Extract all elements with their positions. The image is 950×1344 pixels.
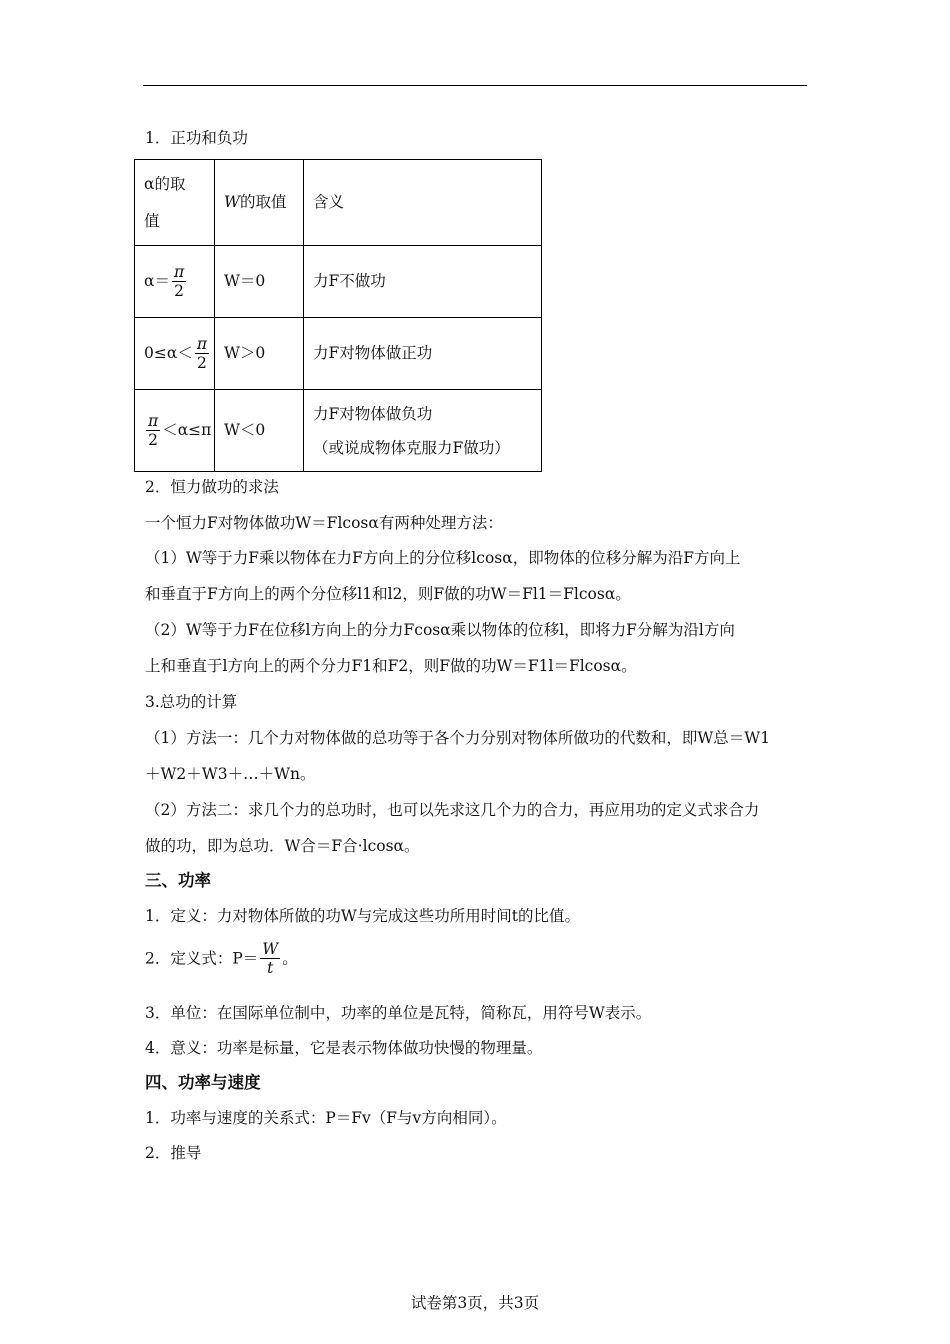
header-rule: [143, 85, 807, 86]
row1-meaning: 力F不做功: [304, 246, 542, 318]
section2-m2-line1: （2）W等于力F在位移l方向上的分力Fcosα乘以物体的位移l，即将力F分解为沿l方向: [145, 621, 735, 639]
power-speed-title: 四、功率与速度: [145, 1073, 261, 1092]
pi-over-2-fraction: $\frac{\pi}{2}$: [173, 263, 185, 301]
row1-alpha: α＝ $\frac{\pi}{2}$: [135, 246, 215, 318]
work-sign-table: [134, 159, 542, 472]
section3-m1-line2: ＋W2＋W3＋…＋Wn。: [145, 765, 316, 783]
page-footer: 试卷第3页，共3页: [410, 1294, 540, 1312]
power-section-title: 三、功率: [145, 871, 211, 890]
power-definition: 1．定义：力对物体所做的功W与完成这些功所用时间t的比值。: [145, 907, 581, 925]
section3-m2-line2: 做的功，即为总功．W合＝F合·lcosα。: [145, 837, 420, 855]
row2-w: W＞0: [215, 318, 304, 390]
w-over-t-fraction: $\frac{W}{t}$: [262, 940, 279, 977]
row2-meaning: 力F对物体做正功: [304, 318, 542, 390]
table-header-row: [135, 160, 542, 246]
section3-m2-line1: （2）方法二：求几个力的总功时，也可以先求这几个力的合力，再应用功的定义式求合力: [145, 801, 760, 819]
pi-over-2-fraction: $\frac{\pi}{2}$: [196, 335, 208, 373]
section1-heading: 1．正功和负功: [145, 129, 248, 147]
section3-m1-line1: （1）方法一：几个力对物体做的总功等于各个力分别对物体所做功的代数和，即W总＝W1: [145, 729, 771, 747]
row3-meaning: 力F对物体做负功 （或说成物体克服力F做功）: [304, 390, 542, 472]
power-formula: 2．定义式：P＝ $\frac{W}{t}$ 。: [145, 940, 298, 977]
power-unit: 3．单位：在国际单位制中，功率的单位是瓦特，简称瓦，用符号W表示。: [145, 1004, 652, 1022]
row3-alpha: $\frac{\pi}{2}$ ＜α≤π: [135, 390, 215, 472]
section2-heading: 2．恒力做功的求法: [145, 478, 279, 496]
power-speed-derivation: 2．推导: [145, 1144, 202, 1162]
power-speed-relation: 1．功率与速度的关系式：P＝Fv（F与v方向相同）。: [145, 1109, 507, 1127]
row2-alpha: 0≤α＜ $\frac{\pi}{2}$: [135, 318, 215, 390]
section2-intro: 一个恒力F对物体做功W＝Flcosα有两种处理方法：: [145, 514, 503, 532]
power-meaning: 4．意义：功率是标量，它是表示物体做功快慢的物理量。: [145, 1039, 543, 1057]
section3-heading: 3.总功的计算: [145, 693, 238, 711]
row1-w: W＝0: [215, 246, 304, 318]
table-row: [135, 390, 542, 472]
table-row: [135, 246, 542, 318]
section2-m1-line2: 和垂直于F方向上的两个分位移l1和l2，则F做的功W＝Fl1＝Flcosα。: [145, 585, 631, 603]
row3-w: W＜0: [215, 390, 304, 472]
table-row: [135, 318, 542, 390]
header-alpha: α的取值: [135, 160, 215, 246]
header-meaning: 含义: [304, 160, 542, 246]
pi-over-2-fraction: $\frac{\pi}{2}$: [148, 412, 159, 450]
header-w: W的取值: [215, 160, 304, 246]
section2-m2-line2: 上和垂直于l方向上的两个分力F1和F2，则F做的功W＝F1l＝Flcosα。: [145, 657, 637, 675]
section2-m1-line1: （1）W等于力F乘以物体在力F方向上的分位移lcosα，即物体的位移分解为沿F方向上: [145, 549, 741, 567]
